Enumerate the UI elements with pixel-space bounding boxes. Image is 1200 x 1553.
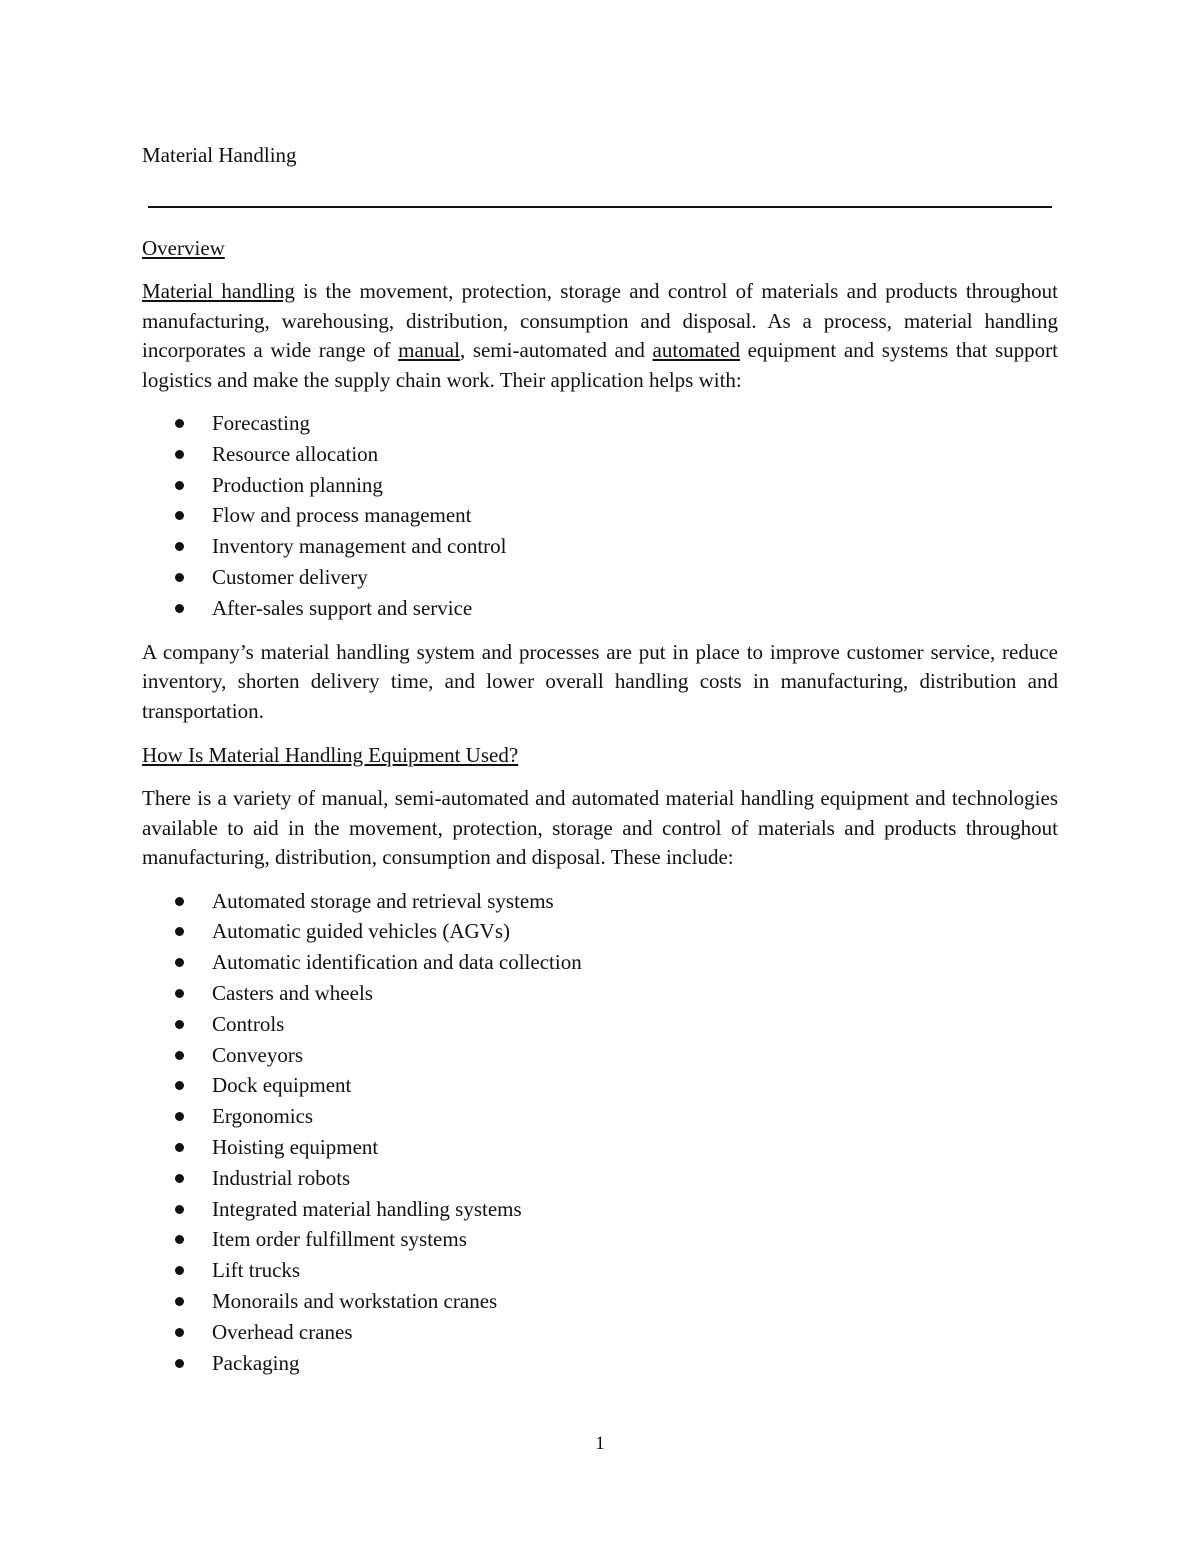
list-item-text: Flow and process management	[212, 503, 472, 528]
list-item	[142, 1040, 1058, 1071]
overview-text-c: equipment and systems that support logistics and make the supply chain work. Their application helps with:	[142, 338, 1059, 392]
list-item-text: Conveyors	[212, 1042, 303, 1067]
material-handling-term: Material handling	[142, 279, 295, 303]
list-item	[142, 562, 1058, 593]
list-item	[142, 1224, 1058, 1255]
list-item-text: Resource allocation	[212, 441, 379, 466]
bullet-icon	[175, 1020, 184, 1029]
list-item-text: Dock equipment	[212, 1073, 352, 1098]
automated-link[interactable]: automated	[652, 338, 740, 362]
bullet-icon	[175, 1174, 184, 1183]
list-item-text: Production planning	[212, 472, 383, 497]
bullet-icon	[175, 1205, 184, 1214]
list-item-text: Hoisting equipment	[212, 1134, 379, 1159]
bullet-icon	[175, 1112, 184, 1121]
bullet-icon	[175, 927, 184, 936]
list-item	[142, 408, 1058, 439]
list-item-text: Automatic guided vehicles (AGVs)	[212, 919, 511, 944]
bullet-icon	[175, 573, 184, 582]
list-item-text: Item order fulfillment systems	[212, 1227, 467, 1252]
list-item	[142, 1286, 1058, 1317]
list-item-text: Casters and wheels	[212, 980, 373, 1005]
bullet-icon	[175, 450, 184, 459]
document-body	[142, 140, 1058, 1378]
bullet-icon	[175, 1359, 184, 1368]
bullet-icon	[175, 1297, 184, 1306]
list-item	[142, 593, 1058, 624]
document-title: Material Handling	[142, 143, 297, 167]
list-item-text: Packaging	[212, 1350, 300, 1375]
bullet-icon	[175, 1081, 184, 1090]
list-item	[142, 1132, 1058, 1163]
overview-heading: Overview	[142, 236, 225, 260]
list-item	[142, 1317, 1058, 1348]
list-item	[142, 1255, 1058, 1286]
list-item-text: Monorails and workstation cranes	[212, 1288, 498, 1313]
list-item	[142, 470, 1058, 501]
overview-paragraph	[142, 277, 1058, 395]
bullet-icon	[175, 481, 184, 490]
bullet-icon	[175, 604, 184, 613]
bullet-icon	[175, 897, 184, 906]
list-item-text: Forecasting	[212, 411, 310, 435]
bullet-icon	[175, 1266, 184, 1275]
list-item	[142, 916, 1058, 947]
list-item-text: Inventory management and control	[212, 534, 507, 559]
list-item	[142, 1009, 1058, 1040]
list-item	[142, 500, 1058, 531]
bullet-icon	[175, 1143, 184, 1152]
overview-text-b: , semi-automated and	[459, 338, 653, 362]
company-paragraph: A company’s material handling system and processes are put in place to improve customer service, reduce inventory, shorten delivery time, and lower overall handling costs in manufacturing, distribution and transportation.	[142, 639, 1058, 723]
page-number: 1	[595, 1433, 605, 1454]
bullet-icon	[175, 1051, 184, 1060]
list-item	[142, 531, 1058, 562]
bullet-icon	[175, 511, 184, 520]
list-item-text: Industrial robots	[212, 1165, 351, 1190]
list-item	[142, 1163, 1058, 1194]
bullet-icon	[175, 958, 184, 967]
list-item	[142, 978, 1058, 1009]
bullet-icon	[175, 989, 184, 998]
list-item-text: Automatic identification and data collection	[212, 950, 582, 975]
list-item	[142, 1101, 1058, 1132]
list-item-text: Integrated material handling systems	[212, 1196, 522, 1221]
manual-link[interactable]: manual	[398, 338, 460, 362]
bullet-icon	[175, 542, 184, 551]
equipment-paragraph: There is a variety of manual, semi-automated and automated material handling equipment and technologies available to aid in the movement, protection, storage and control of materials and products throughout manufacturing, distribution, consumption and disposal. These include:	[142, 786, 1058, 870]
equipment-heading: How Is Material Handling Equipment Used?	[142, 743, 519, 768]
list-item	[142, 439, 1058, 470]
list-item	[142, 1070, 1058, 1101]
list-item	[142, 947, 1058, 978]
bullet-icon	[175, 419, 184, 428]
list-item-text: Automated storage and retrieval systems	[212, 888, 554, 913]
list-item-text: Overhead cranes	[212, 1319, 353, 1344]
list-item	[142, 1194, 1058, 1225]
title-divider	[148, 206, 1052, 208]
bullet-icon	[175, 1328, 184, 1337]
equipment-list	[142, 886, 1058, 1379]
list-item-text: Ergonomics	[212, 1104, 314, 1129]
list-item	[142, 1348, 1058, 1379]
bullet-icon	[175, 1235, 184, 1244]
list-item-text: Customer delivery	[212, 564, 368, 589]
overview-text-a: is the movement, protection, storage and control of materials and products throughout manufacturing, warehousing, distribution, consumption and disposal. As a process, material handling incorporates a wide range of	[142, 279, 1059, 362]
list-item-text: Controls	[212, 1011, 285, 1036]
list-item-text: After-sales support and service	[212, 595, 473, 620]
list-item-text: Lift trucks	[212, 1258, 301, 1283]
list-item	[142, 886, 1058, 917]
application-list	[142, 408, 1058, 624]
